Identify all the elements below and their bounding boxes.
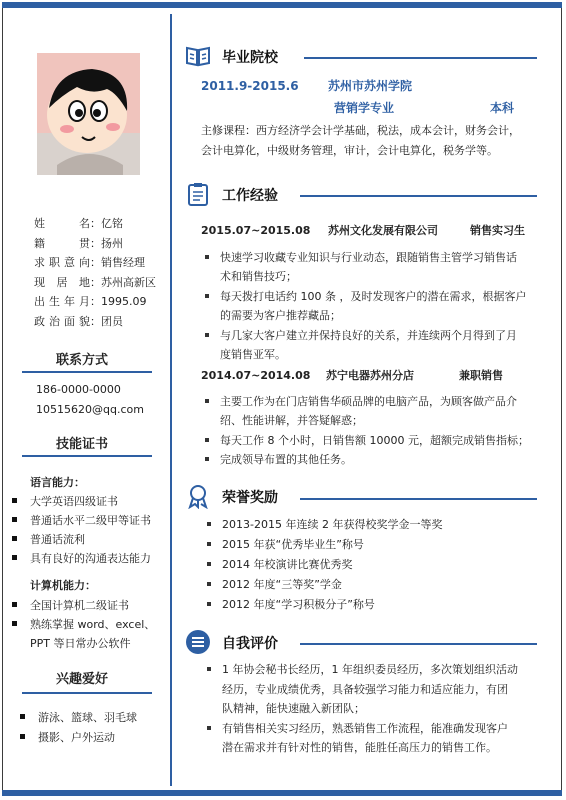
self-eval-item: 有销售相关实习经历，熟悉销售工作流程，能准确发现客户 <box>222 719 508 738</box>
skills-title: 技能证书 <box>55 437 108 452</box>
job-bullet: 完成领导布置的其他任务。 <box>220 450 352 469</box>
profile-row: 政治面貌：团员 <box>34 314 123 328</box>
job-period: 2014.07~2014.08 <box>201 369 311 382</box>
job-bullet: 每天工作 8 个小时，日销售额 10000 元，超额完成销售指标； <box>220 431 529 450</box>
job-bullet-cont: 的需要为客户推荐藏品； <box>220 309 341 322</box>
contact-email[interactable]: 10515620@qq.com <box>36 403 144 416</box>
honors-title: 荣誉奖励 <box>222 490 278 506</box>
award-icon <box>185 483 211 509</box>
list-item: 熟练掌握 word、excel、 <box>30 618 156 631</box>
education-degree: 本科 <box>490 101 515 115</box>
profile-row: 姓名：亿铭 <box>34 217 123 230</box>
profile-row: 籍贯：扬州 <box>34 236 123 250</box>
self-eval-cont: 队精神，能快速融入新团队； <box>222 702 365 715</box>
job-role: 销售实习生 <box>470 224 525 237</box>
clipboard-icon <box>185 181 211 207</box>
language-skills-title: 语言能力： <box>30 476 85 489</box>
profile-row: 现居地：苏州高新区 <box>34 275 156 289</box>
self-eval-item: 1 年协会秘书长经历，1 年组织委员经历，多次策划组织活动 <box>222 660 518 679</box>
contact-title: 联系方式 <box>55 353 108 368</box>
job-bullet: 与几家大客户建立并保持良好的关系，并连续两个月得到了月 <box>220 326 517 345</box>
self-eval-underline <box>300 643 537 645</box>
job-bullet: 快速学习收藏专业知识与行业动态，跟随销售主管学习销售话 <box>220 248 517 267</box>
work-title: 工作经验 <box>222 188 278 204</box>
hobby-underline <box>22 692 152 694</box>
book-icon <box>185 43 211 69</box>
education-period: 2011.9-2015.6 <box>201 79 299 93</box>
job-bullet-cont: 术和销售技巧； <box>220 270 297 283</box>
contact-underline <box>22 371 152 373</box>
education-school: 苏州市苏州学院 <box>328 79 413 93</box>
list-item: 大学英语四级证书 <box>30 495 118 508</box>
menu-circle-icon <box>185 629 211 655</box>
column-divider <box>170 14 172 786</box>
avatar <box>37 53 140 175</box>
list-item: 全国计算机二级证书 <box>30 599 129 612</box>
list-item: 2015 年获“优秀毕业生”称号 <box>222 535 364 554</box>
self-eval-cont: 潜在需求并有针对性的销售，能胜任高压力的销售工作。 <box>222 741 497 754</box>
job-period: 2015.07~2015.08 <box>201 224 311 237</box>
computer-skills-title: 计算机能力： <box>30 579 96 592</box>
hobby-title: 兴趣爱好 <box>55 672 108 687</box>
job-bullet-cont: 绍、性能讲解，并答疑解惑； <box>220 414 363 427</box>
education-underline <box>304 57 537 59</box>
list-item: 摄影、户外运动 <box>38 731 115 744</box>
job-role: 兼职销售 <box>459 369 503 382</box>
list-item: 2012 年度“三等奖”学金 <box>222 575 342 594</box>
job-company: 苏宁电器苏州分店 <box>326 369 414 382</box>
self-eval-cont: 经历，专业成绩优秀，具备较强学习能力和适应能力，有团 <box>222 683 508 696</box>
skills-underline <box>22 455 152 457</box>
contact-phone: 186-0000-0000 <box>36 383 121 396</box>
list-item: 普通话水平二级甲等证书 <box>30 514 151 527</box>
job-bullet: 每天拨打电话约 100 条 ，及时发现客户的潜在需求，根据客户 <box>220 287 526 306</box>
honors-underline <box>300 498 537 500</box>
list-item-continued: PPT 等日常办公软件 <box>30 637 131 650</box>
job-bullet-cont: 度销售亚军。 <box>220 348 286 361</box>
work-underline <box>300 195 537 197</box>
top-accent-bar <box>2 2 562 8</box>
list-item: 2014 年校演讲比赛优秀奖 <box>222 555 353 574</box>
list-item: 具有良好的沟通表达能力 <box>30 552 151 565</box>
list-item: 普通话流利 <box>30 533 85 546</box>
education-courses: 主修课程：西方经济学会计学基础，税法，成本会计，财务会计， <box>201 124 520 137</box>
job-bullet: 主要工作为在门店销售华硕品牌的电脑产品，为顾客做产品介 <box>220 392 517 411</box>
list-item: 游泳、篮球、羽毛球 <box>38 711 137 724</box>
list-item: 2012 年度“学习积极分子”称号 <box>222 595 375 614</box>
education-courses-cont: 会计电算化，中级财务管理，审计，会计电算化，税务学等。 <box>201 144 498 157</box>
self-eval-title: 自我评价 <box>222 636 278 652</box>
list-item: 2013-2015 年连续 2 年获得校奖学金一等奖 <box>222 515 442 534</box>
profile-row: 出生年月：1995.09 <box>34 295 147 308</box>
education-major: 营销学专业 <box>334 101 395 115</box>
job-company: 苏州文化发展有限公司 <box>328 224 438 237</box>
profile-info <box>34 214 156 331</box>
education-title: 毕业院校 <box>222 50 278 66</box>
profile-row: 求职意向：销售经理 <box>34 256 145 269</box>
bottom-accent-bar <box>2 790 562 796</box>
